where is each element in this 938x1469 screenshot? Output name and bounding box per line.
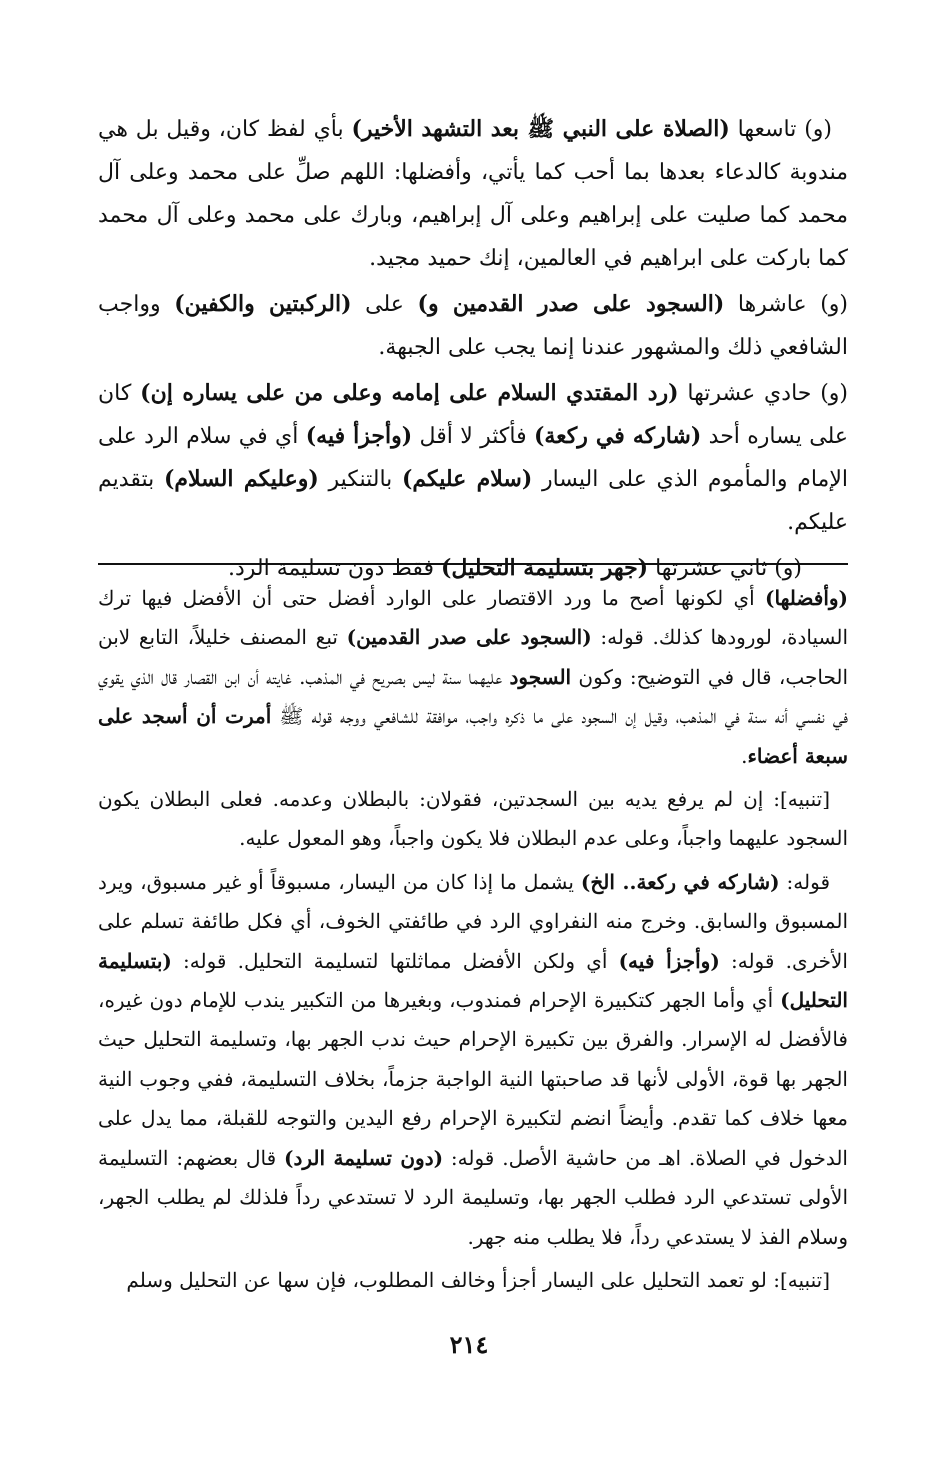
footnotes bbox=[98, 579, 848, 1304]
bold-term: (رد المقتدي السلام على إمامه وعلى من على يساره إن) bbox=[140, 380, 679, 406]
main-paragraph-9 bbox=[98, 108, 848, 280]
text-run: (و) عاشرها bbox=[724, 292, 848, 317]
footnote-divider bbox=[98, 563, 848, 565]
text-run: . bbox=[741, 743, 748, 768]
bold-term: (بتسليمة التحليل) bbox=[98, 948, 848, 1013]
bold-term: (شاركه في ركعة.. الخ) bbox=[580, 869, 780, 894]
text-run: أي ولكن الأفضل مماثلتها لتسليمة التحليل. قوله: bbox=[171, 948, 619, 973]
bold-term: (الصلاة على النبي ﷺ بعد التشهد الأخير) bbox=[351, 116, 730, 142]
page-number: ٢١٤ bbox=[449, 1330, 489, 1359]
main-paragraph-10 bbox=[98, 283, 848, 369]
footnote-3 bbox=[98, 863, 848, 1257]
text-run: بتقديم عليكم. bbox=[98, 467, 848, 535]
bold-term: (السجود على صدر القدمين) bbox=[346, 625, 592, 650]
text-run: بأي لفظ كان، وقيل بل هي مندوبة كالدعاء بعدها بما أحب كما يأتي، وأفضلها: اللهم صلِّ على محمد وعلى آل محمد كما صليت على إبراهيم وعلى آل إبراهيم، وبارك على محمد وعلى آل محمد كما باركت على ابراهيم في العالمين، إنك حميد مجيد. bbox=[98, 117, 848, 271]
footnote-4 bbox=[98, 1261, 848, 1300]
main-text bbox=[98, 108, 848, 593]
text-run: فقط دون تسليمة الرد. bbox=[227, 556, 441, 581]
text-run: [تنبيه]: لو تعمد التحليل على اليسار أجزأ وخالف المطلوب، فإن سها عن التحليل وسلم bbox=[126, 1267, 830, 1292]
bold-term: (شاركه في ركعة) bbox=[533, 423, 702, 449]
text-run: يشمل ما إذا كان من اليسار، مسبوقاً أو غير مسبوق، ويرد المسبوق والسابق. وخرج منه النفراوي الرد في طائفتي الخوف، أي فكل طائفة تسلم على الأخرى. قوله: bbox=[98, 869, 848, 973]
bold-term: أمرت أن أسجد على سبعة أعضاء bbox=[98, 704, 848, 768]
text-run: (و) ثاني عشرتها bbox=[648, 556, 802, 581]
text-run: كان على يساره أحد bbox=[98, 381, 849, 449]
text-run: (و) حادي عشرتها bbox=[678, 381, 848, 406]
footnote-2 bbox=[98, 780, 848, 859]
text-run: وواجب الشافعي ذلك والمشهور عندنا إنما يجب على الجبهة. bbox=[98, 292, 848, 360]
text-run: قوله: bbox=[779, 869, 831, 894]
bold-term: (السجود على صدر القدمين و) bbox=[417, 291, 725, 317]
main-paragraph-11 bbox=[98, 372, 848, 544]
bold-term: (وأجزأ فيه) bbox=[305, 423, 413, 449]
text-run: بالتنكير bbox=[318, 467, 402, 492]
bold-term: (وعليكم السلام) bbox=[163, 466, 319, 492]
text-run: فأكثر لا أقل bbox=[412, 424, 534, 449]
text-run: [تنبيه]: إن لم يرفع يديه بين السجدتين، فقولان: بالبطلان وعدمه. فعلى البطلان يكون السجود عليهما واجباً، وعلى عدم البطلان فلا يكون واجباً، وهو المعول عليه. bbox=[98, 787, 848, 851]
bold-term: (سلام عليكم) bbox=[402, 466, 533, 492]
bold-term: (جهر بتسليمة التحليل) bbox=[441, 555, 649, 581]
bold-term: (دون تسليمة الرد) bbox=[284, 1145, 444, 1170]
text-run: أي لكونها أصح ما ورد الاقتصار على الوارد أفضل حتى أن الأفضل فيها ترك السيادة، لورودها كذلك. قوله: bbox=[98, 586, 849, 650]
text-run: عليهما سنة ليس بصريح في المذهب. غايته أن ابن القصار قال الذي يقوي في نفسي أنه سنة في المذهب، وقيل إن السجود على ما ذكره واجب، موافقة للشافعي ووجه قوله ﷺ bbox=[98, 664, 848, 729]
bold-term: (وأجزأ فيه) bbox=[618, 948, 720, 973]
text-run: تبع المصنف خليلاً، التابع لابن الحاجب، قال في التوضيح: وكون bbox=[98, 625, 849, 689]
text-run: أي وأما الجهر كتكبيرة الإحرام فمندوب، وبغيرها من التكبير يندب للإمام دون غيره، فالأفضل له الإسرار. والفرق بين تكبيرة الإحرام حيث ندب الجهر بها، وتسليمة التحليل حيث الجهر بها قوة، الأولى لأنها قد صاحبتها النية الواجبة جزماً، بخلاف التسليمة، ففي وجوب النية معها خلاف كما تقدم. وأيضاً انضم لتكبيرة الإحرام رفع اليدين والتوجه للقبلة، مما يدل على الدخول في الصلاة. اهـ من حاشية الأصل. قوله: bbox=[98, 988, 848, 1170]
text-run: قال بعضهم: التسليمة الأولى تستدعي الرد فطلب الجهر بها، وتسليمة الرد لا تستدعي رداً فلذلك لم يطلب الجهر، وسلام الفذ لا يستدعي رداً، فلا يطلب منه جهر. bbox=[98, 1145, 848, 1249]
footnote-1 bbox=[98, 579, 848, 776]
bold-term: (وأفضلها) bbox=[765, 586, 849, 610]
bold-term: (الركبتين والكفين) bbox=[174, 291, 352, 317]
bold-term: السجود bbox=[509, 664, 572, 689]
text-run: على bbox=[351, 292, 418, 317]
text-run: أي في سلام الرد على الإمام والمأموم الذي على اليسار bbox=[98, 424, 848, 492]
text-run: (و) تاسعها bbox=[729, 117, 832, 142]
